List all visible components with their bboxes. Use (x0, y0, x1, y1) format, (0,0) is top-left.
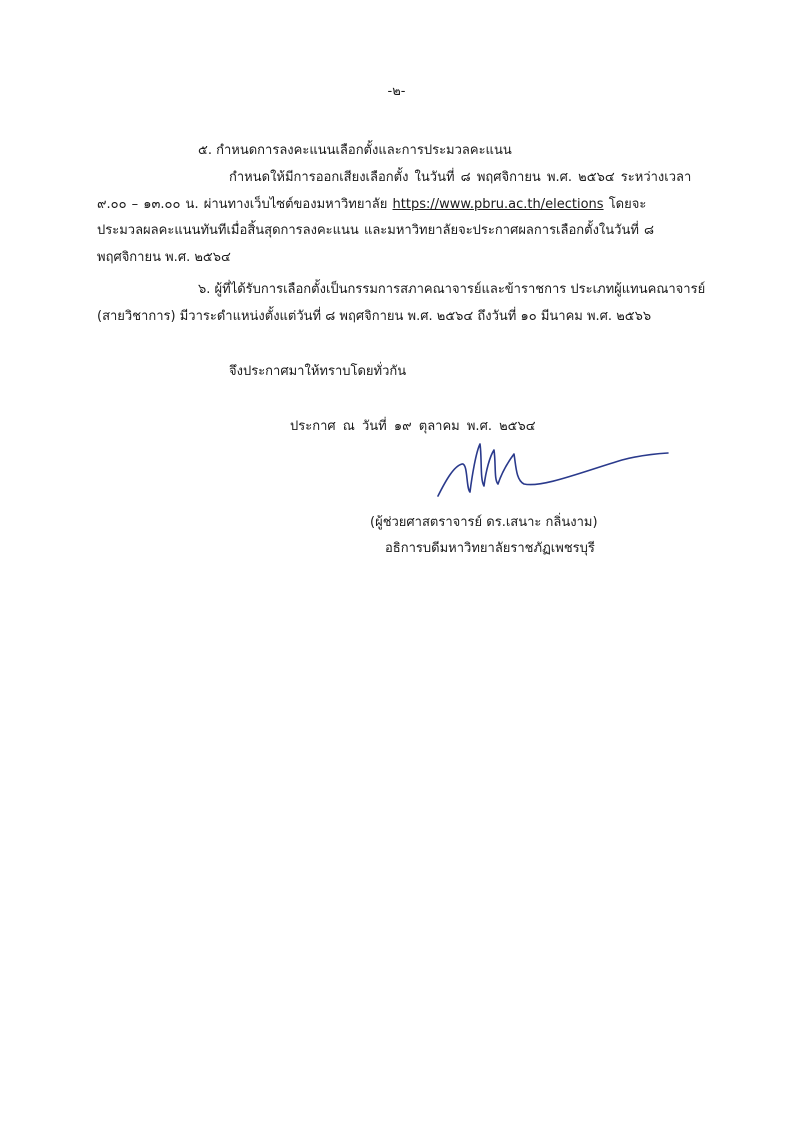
signature-stroke (438, 444, 668, 496)
signer-title: อธิการบดีมหาวิทยาลัยราชภัฏเพชรบุรี (385, 541, 595, 556)
section-5-line-1: กำหนดให้มีการออกเสียงเลือกตั้ง ในวันที่ ๘ พฤศจิกายน พ.ศ. ๒๕๖๔ ระหว่างเวลา (229, 170, 692, 185)
section-5-heading: ๕. กำหนดการลงคะแนนเลือกตั้งและการประมวลคะแนน (198, 143, 512, 158)
announcement-date: ประกาศ ณ วันที่ ๑๙ ตุลาคม พ.ศ. ๒๕๖๔ (290, 419, 536, 434)
section-5-line-3: ประมวลผลคะแนนทันทีเมื่อสิ้นสุดการลงคะแนน และมหาวิทยาลัยจะประกาศผลการเลือกตั้งในวันที่ ๘ (97, 223, 655, 238)
section-5-line-2 (97, 196, 646, 214)
section-5-line-2-text: ๙.๐๐ – ๑๓.๐๐ น. ผ่านทางเว็บไซต์ของมหาวิทยาลัย (97, 197, 393, 212)
closing-statement: จึงประกาศมาให้ทราบโดยทั่วกัน (229, 364, 407, 379)
page-number: -๒- (387, 84, 406, 99)
section-5-line-4: พฤศจิกายน พ.ศ. ๒๕๖๔ (97, 250, 231, 265)
handwritten-signature (432, 436, 672, 500)
elections-link[interactable]: https://www.pbru.ac.th/elections (392, 197, 604, 212)
section-5-line-2-tail: โดยจะ (603, 197, 647, 212)
section-6-line-2: (สายวิชาการ) มีวาระดำแหน่งตั้งแต่วันที่ ๘ พฤศจิกายน พ.ศ. ๒๕๖๔ ถึงวันที่ ๑๐ มีนาคม พ.ศ. ๒๕๖๖ (97, 309, 652, 324)
section-6-line-1: ๖. ผู้ที่ได้รับการเลือกตั้งเป็นกรรมการสภาคณาจารย์และข้าราชการ ประเภทผู้แทนคณาจารย์ (198, 282, 706, 297)
signer-name: (ผู้ช่วยศาสตราจารย์ ดร.เสนาะ กลิ่นงาม) (370, 515, 598, 530)
